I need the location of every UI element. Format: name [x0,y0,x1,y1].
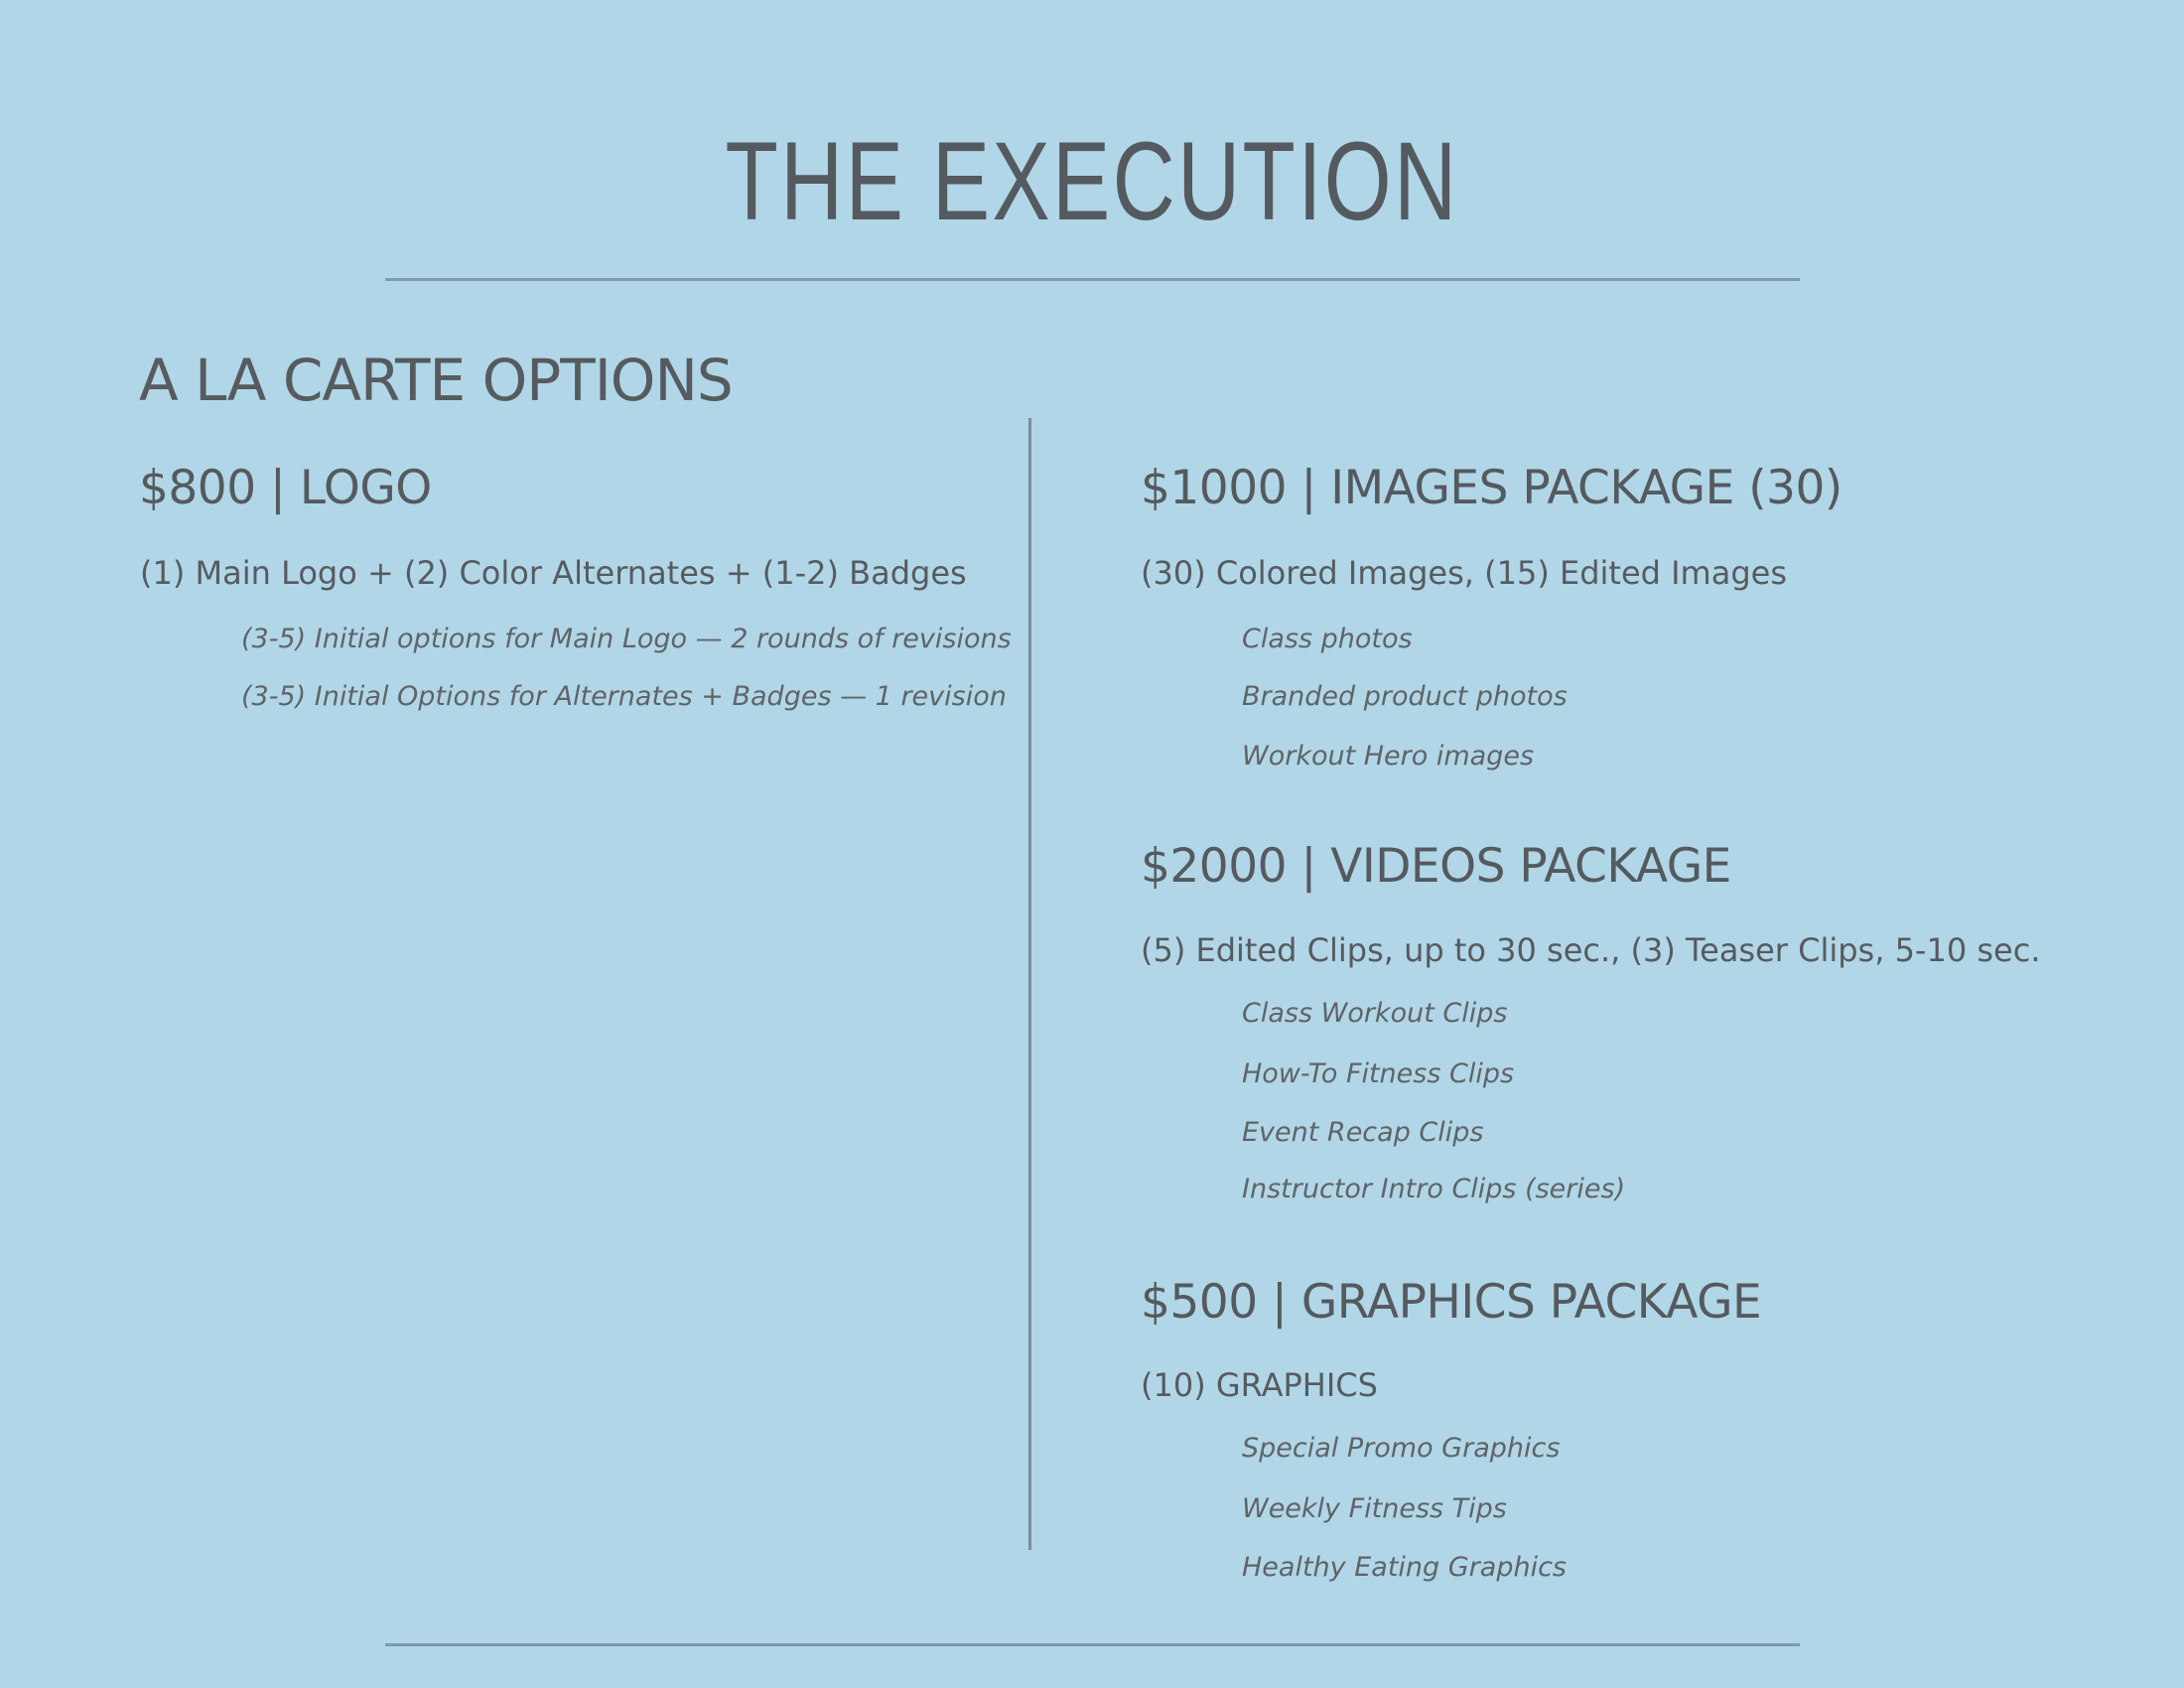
videos-package-heading: $2000 | VIDEOS PACKAGE [1141,839,1731,894]
section-title: A LA CARTE OPTIONS [139,347,733,414]
logo-package-item: (3-5) Initial Options for Alternates + Badges — 1 revision [241,681,1007,712]
images-package-summary: (30) Colored Images, (15) Edited Images [1141,554,1787,592]
column-divider [1028,418,1031,1550]
graphics-package-summary: (10) GRAPHICS [1141,1366,1378,1404]
logo-package-summary: (1) Main Logo + (2) Color Alternates + (1-2) Badges [140,554,967,592]
videos-package-item: Instructor Intro Clips (series) [1242,1174,1626,1204]
images-package-heading: $1000 | IMAGES PACKAGE (30) [1141,461,1843,515]
logo-package-item: (3-5) Initial options for Main Logo — 2 rounds of revisions [241,624,1012,654]
videos-package-item: Class Workout Clips [1242,998,1508,1029]
logo-package-heading: $800 | LOGO [139,461,432,515]
graphics-package-item: Weekly Fitness Tips [1242,1493,1507,1524]
videos-package-summary: (5) Edited Clips, up to 30 sec., (3) Teaser Clips, 5-10 sec. [1141,931,2041,969]
images-package-item: Workout Hero images [1242,741,1535,772]
graphics-package-item: Healthy Eating Graphics [1242,1552,1567,1583]
page-title: THE EXECUTION [725,119,1459,243]
images-package-item: Branded product photos [1242,681,1568,712]
videos-package-item: How-To Fitness Clips [1242,1058,1515,1089]
videos-package-item: Event Recap Clips [1242,1117,1484,1148]
bottom-divider [385,1643,1800,1646]
graphics-package-heading: $500 | GRAPHICS PACKAGE [1141,1275,1762,1330]
graphics-package-item: Special Promo Graphics [1242,1433,1561,1464]
top-divider [385,278,1800,281]
images-package-item: Class photos [1242,624,1413,654]
